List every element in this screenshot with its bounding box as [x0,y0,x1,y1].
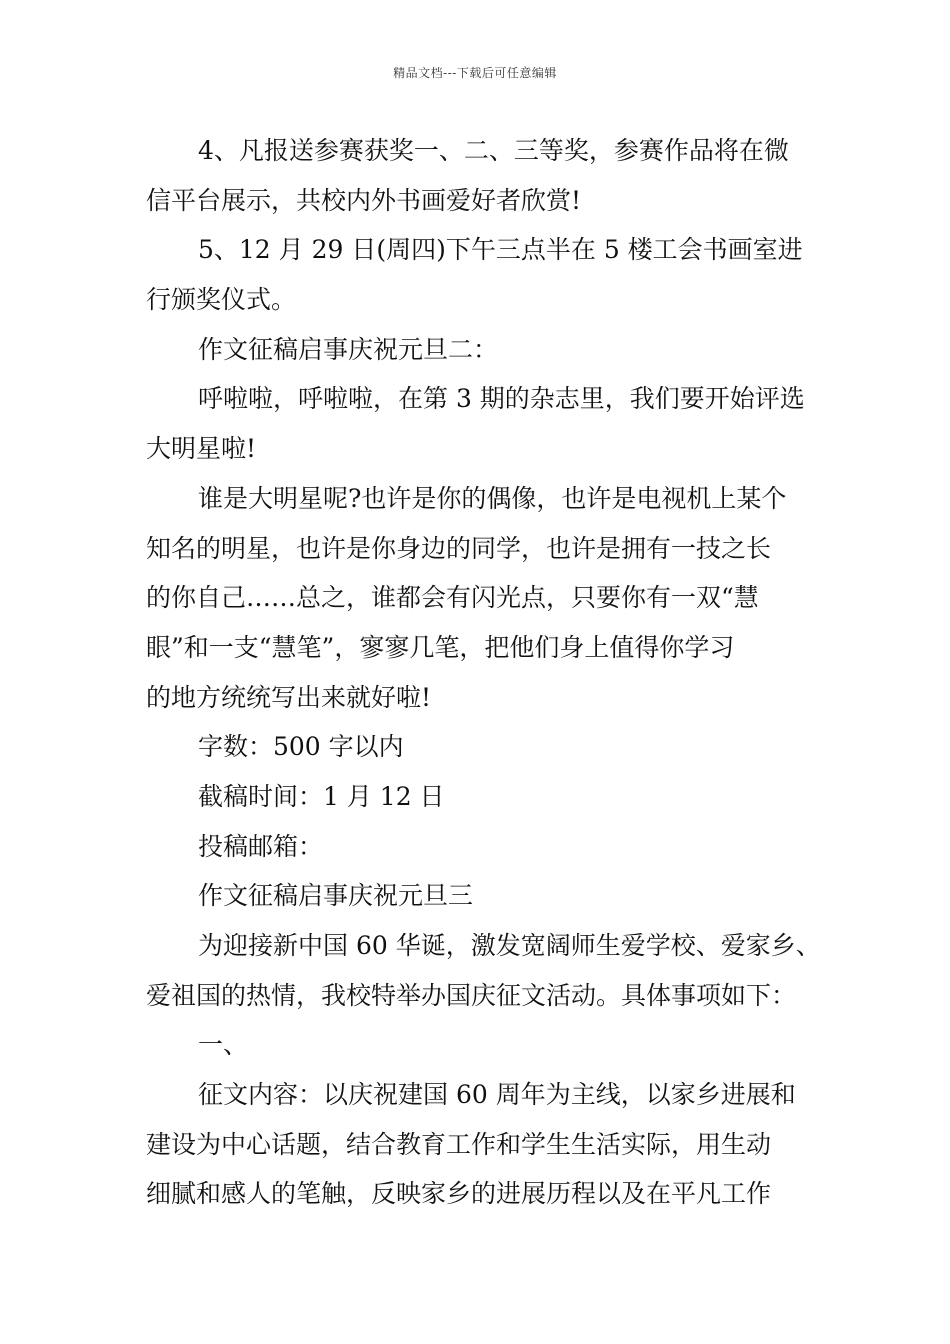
text-line: 一、 [198,1030,249,1060]
text-line: 细腻和感人的笔触，反映家乡的进展历程以及在平凡工作 [146,1179,772,1209]
text-line: 呼啦啦，呼啦啦，在第 3 期的杂志里，我们要开始评选 [198,384,805,414]
text-line: 大明星啦! [146,434,257,464]
text-line: 行颁奖仪式。 [146,285,297,315]
text-line: 眼”和一支“慧笔”，寥寥几笔，把他们身上值得你学习 [146,632,735,662]
text-line: 的地方统统写出来就好啦! [146,682,432,712]
text-line: 谁是大明星呢?也许是你的偶像，也许是电视机上某个 [198,483,787,513]
text-line: 4、凡报送参赛获奖一、二、三等奖，参赛作品将在微 [198,136,789,165]
text-line: 作文征稿启事庆祝元旦二： [198,334,499,364]
text-line: 5、12 月 29 日(周四)下午三点半在 5 楼工会书画室进 [198,235,803,265]
text-line: 的你自己……总之，谁都会有闪光点，只要你有一双“慧 [146,583,759,613]
text-line: 为迎接新中国 60 华诞，激发宽阔师生爱学校、爱家乡、 [198,931,821,960]
text-line: 作文征稿启事庆祝元旦三 [198,881,474,911]
text-line: 投稿邮箱： [198,831,324,861]
text-line: 征文内容：以庆祝建国 60 周年为主线，以家乡进展和 [198,1080,796,1110]
text-line: 截稿时间：1 月 12 日 [198,781,445,811]
text-line: 爱祖国的热情，我校特举办国庆征文活动。具体事项如下： [146,980,797,1010]
text-line: 信平台展示，共校内外书画爱好者欣赏! [146,185,582,215]
text-line: 字数：500 字以内 [198,732,404,762]
page-header: 精品文档---下载后可任意编辑 [393,66,557,80]
text-line: 知名的明星，也许是你身边的同学，也许是拥有一技之长 [146,533,772,563]
text-line: 建设为中心话题，结合教育工作和学生生活实际，用生动 [146,1129,772,1159]
document-body [146,126,826,1219]
